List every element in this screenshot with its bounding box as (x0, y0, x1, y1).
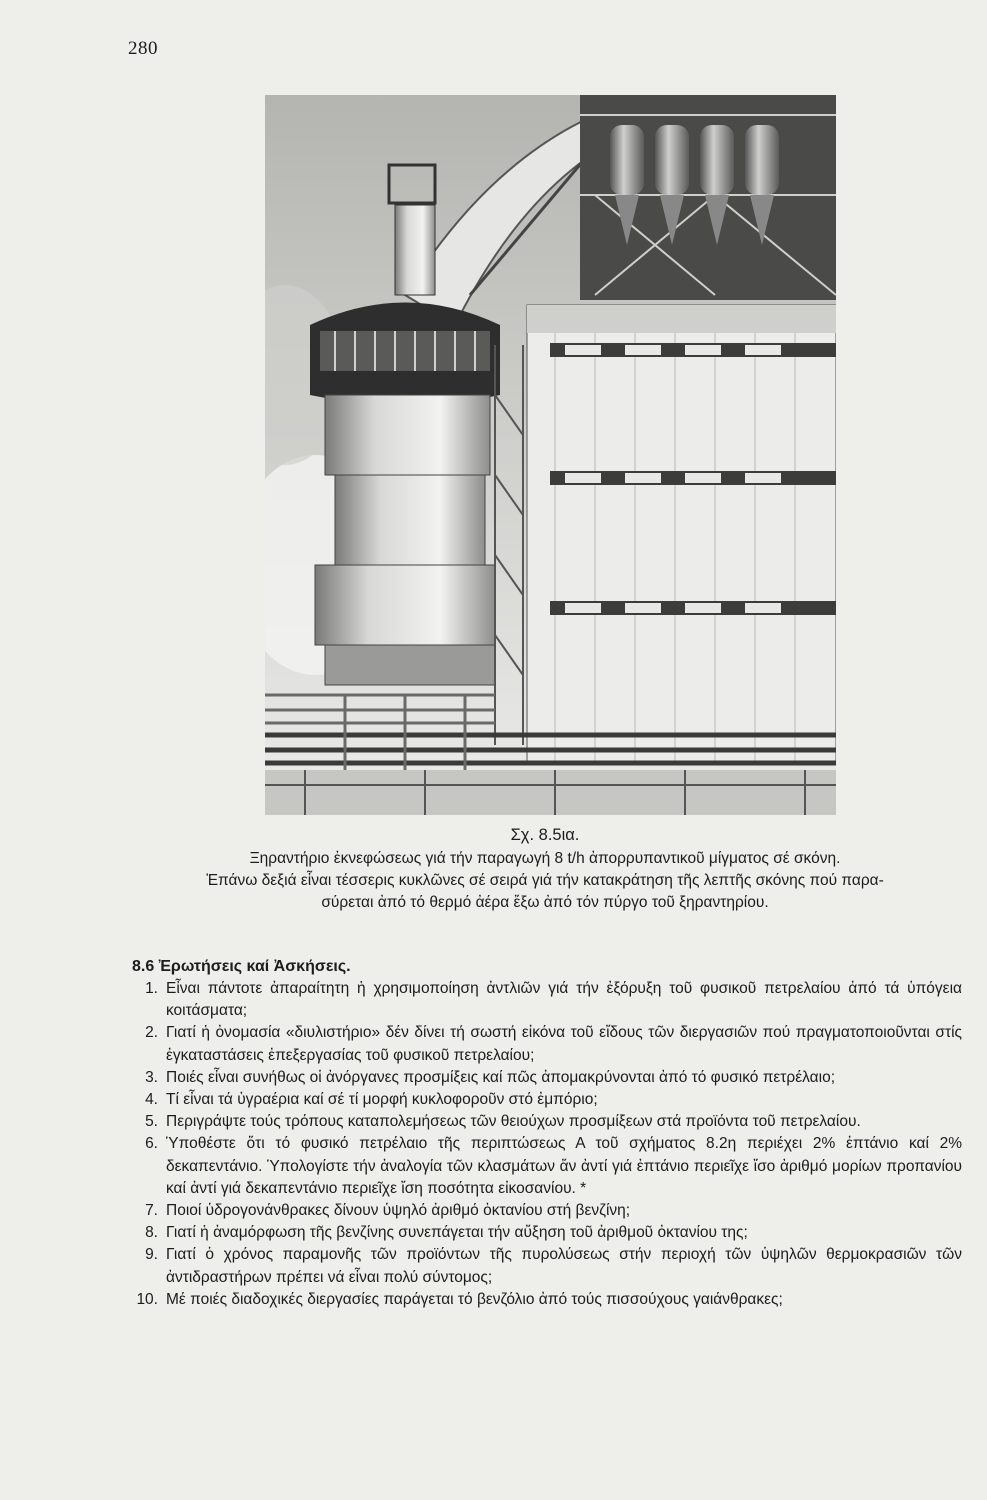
figure-caption (130, 824, 960, 914)
questions-list (130, 978, 962, 1311)
question-text: Μέ ποιές διαδοχικές διεργασίες παράγεται τό βενζόλιο ἀπό τούς πισσούχους γαιάνθρακες; (166, 1290, 783, 1308)
question-item (130, 1067, 962, 1089)
question-number: 4. (145, 1091, 158, 1109)
caption-line-2: Ἐπάνω δεξιά εἶναι τέσσερις κυκλῶνες σέ σειρά γιά τήν κατακράτηση τῆς λεπτῆς σκόνης πού παρα- (206, 872, 884, 889)
question-number: 6. (145, 1135, 158, 1153)
question-item (130, 978, 962, 1022)
question-item (130, 1133, 962, 1200)
question-number: 5. (145, 1113, 158, 1131)
question-item (130, 1200, 962, 1222)
question-text: Ποιές εἶναι συνήθως οἱ ἀνόργανες προσμίξεις καί πῶς ἀπομακρύνονται ἀπό τό φυσικό πετρέλαιο; (166, 1068, 836, 1086)
question-number: 2. (145, 1024, 158, 1042)
question-item (130, 1111, 962, 1133)
question-number: 10. (136, 1290, 158, 1308)
question-item (130, 1289, 962, 1311)
caption-line-1: Ξηραντήριο ἐκνεφώσεως γιά τήν παραγωγή 8 t/h ἀπορρυπαντικοῦ μίγματος σέ σκόνη. (249, 850, 841, 867)
question-text: Ὑποθέστε ὅτι τό φυσικό πετρέλαιο τῆς περιπτώσεως Α τοῦ σχήματος 8.2η περιέχει 2% ἐπτάνιο καί 2% δεκαπεντάνιο. Ὑπολογίστε τήν ἀναλογία τῶν κλασμάτων ἄν ἀντί γιά ἐπτάνιο περιεῖχε ἴσο ἀριθμό μορίων προπανίου καί ἀντί γιά δεκαπεντάνιο περιεῖχε ἴση ποσότητα εἰκοσανίου. * (166, 1135, 962, 1197)
question-text: Ποιοί ὑδρογονάνθρακες δίνουν ὑψηλό ἀριθμό ὀκτανίου στή βενζίνη; (166, 1202, 631, 1220)
question-number: 1. (145, 980, 158, 997)
question-text: Εἶναι πάντοτε ἀπαραίτητη ἡ χρησιμοποίηση ἀντλιῶν γιά τήν ἐξόρυξη τοῦ φυσικοῦ πετρελαίου ἀπό τά ὑπόγεια κοιτάσματα; (166, 980, 962, 1020)
question-item (130, 1089, 962, 1111)
question-number: 7. (145, 1202, 158, 1220)
question-number: 3. (145, 1068, 158, 1086)
section-heading: 8.6 Ἐρωτήσεις καί Ἀσκήσεις. (132, 958, 351, 975)
question-text: Γιατί ἡ ὀνομασία «διυλιστήριο» δέν δίνει τή σωστή εἰκόνα τοῦ εἴδους τῶν διεργασιῶν πού πραγματοποιοῦνται στίς ἐγκαταστάσεις ἐπεξεργασίας τοῦ φυσικοῦ πετρελαίου; (166, 1024, 962, 1064)
question-item (130, 1244, 962, 1288)
question-number: 9. (145, 1246, 158, 1264)
question-text: Γιατί ἡ ἀναμόρφωση τῆς βενζίνης συνεπάγεται τήν αὔξηση τοῦ ἀριθμοῦ ὀκτανίου της; (166, 1224, 748, 1242)
question-item (130, 1222, 962, 1244)
question-item (130, 1022, 962, 1066)
spray-dryer-photograph (265, 95, 836, 815)
question-text: Γιατί ὁ χρόνος παραμονῆς τῶν προϊόντων τῆς πυρολύσεως στήν περιοχή τῶν ὑψηλῶν θερμοκρασιῶν τῶν ἀντιδραστήρων πρέπει νά εἶναι πολύ σύντομος; (166, 1246, 962, 1286)
page-number: 280 (128, 38, 158, 59)
figure-label: Σχ. 8.5ια. (510, 826, 580, 844)
question-number: 8. (145, 1224, 158, 1242)
caption-line-3: σύρεται ἀπό τό θερμό ἀέρα ἔξω ἀπό τόν πύργο τοῦ ξηραντηρίου. (321, 894, 769, 911)
question-text: Περιγράψτε τούς τρόπους καταπολεμήσεως τῶν θειούχων προσμίξεων στά προϊόντα τοῦ πετρελαίου. (166, 1113, 861, 1131)
question-text: Τί εἶναι τά ὑγραέρια καί σέ τί μορφή κυκλοφοροῦν στό ἐμπόριο; (166, 1091, 598, 1109)
